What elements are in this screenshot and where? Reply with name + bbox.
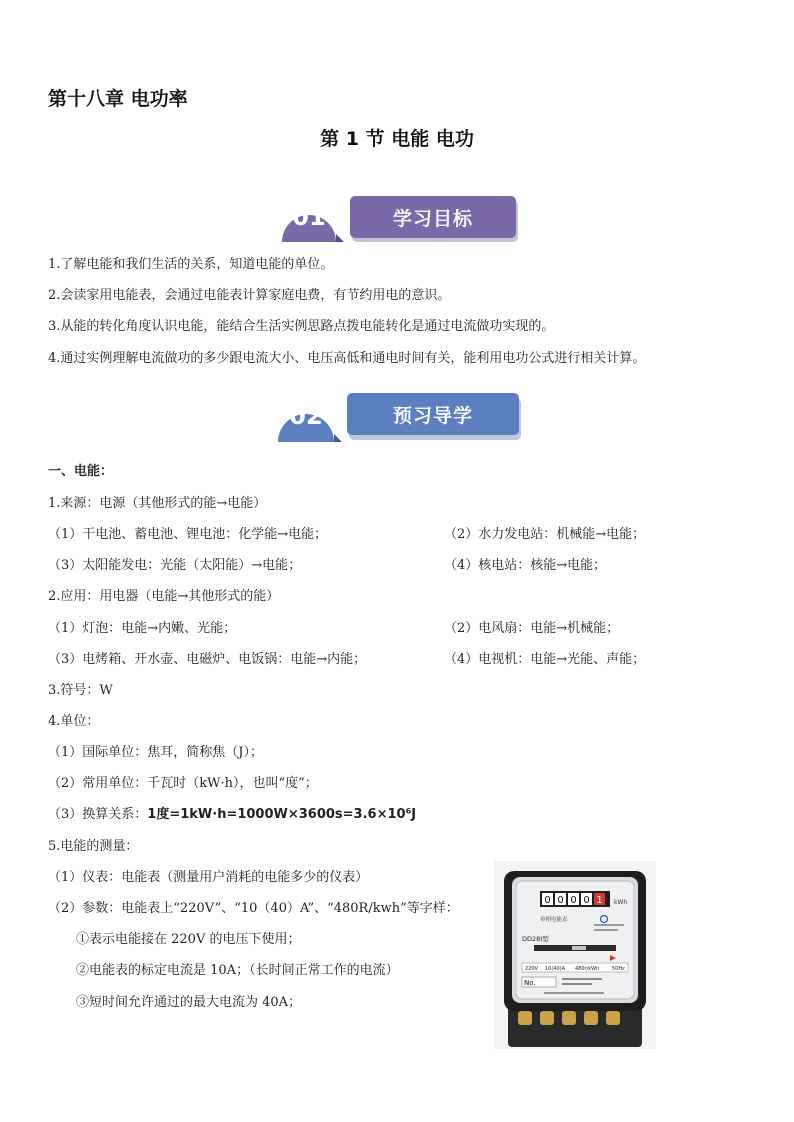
source-item-4: （4）核电站：核能→电能；	[444, 558, 607, 573]
banner-learning-goals	[278, 190, 520, 246]
banner-preview-guide	[274, 388, 524, 446]
meter-digit: 1	[596, 895, 603, 906]
unit-international: （1）国际单位：焦耳，简称焦（J）；	[48, 745, 263, 760]
measure-title: 5.电能的测量：	[48, 839, 139, 854]
application-item-1: （1）灯泡：电能→内嫩、光能；	[48, 621, 237, 636]
unit-common: （2）常用单位：千瓦时（kW·h），也叫“度”；	[48, 776, 318, 791]
measure-parameters: （2）参数：电能表上“220V”、“10（40）A”、“480R/kwh”等字样：	[48, 901, 459, 916]
unit-conversion	[48, 807, 416, 823]
parameter-voltage: ①表示电能接在 220V 的电压下使用；	[76, 932, 301, 947]
banner-number: 02	[289, 402, 323, 430]
meter-model: DD28I型	[522, 935, 549, 943]
unit-conversion-formula: 1度=1kW·h=1000W×3600s=3.6×10⁶J	[147, 807, 417, 822]
application-item-3: （3）电烤箱、开水壶、电磁炉、电饭锅：电能→内能；	[48, 652, 367, 667]
meter-rating: 220V	[525, 966, 538, 972]
unit-title: 4.单位：	[48, 714, 100, 729]
parameter-rated-current: ②电能表的标定电流是 10A；（长时间正常工作的电流）	[76, 963, 399, 978]
meter-digit: 0	[544, 895, 551, 906]
source-item-3: （3）太阳能发电：光能（太阳能）→电能；	[48, 558, 302, 573]
banner-label: 预习导学	[392, 405, 473, 427]
section-title: 第 1 节 电能 电功	[320, 128, 474, 150]
chapter-title: 第十八章 电功率	[48, 88, 188, 110]
meter-digit: 0	[570, 895, 577, 906]
meter-rating: 10(40)A	[545, 966, 566, 972]
application-title: 2.应用：用电器（电能→其他形式的能）	[48, 589, 280, 604]
measure-instrument: （1）仪表：电能表（测量用户消耗的电能多少的仪表）	[48, 870, 369, 885]
application-item-4: （4）电视机：电能→光能、声能；	[444, 652, 646, 667]
meter-name: 单相电能表	[540, 917, 568, 923]
symbol-line: 3.符号：W	[48, 683, 113, 698]
meter-digit: 0	[583, 895, 590, 906]
objective-2: 2.会读家用电能表，会通过电能表计算家庭电费，有节约用电的意识。	[48, 288, 451, 303]
objective-4: 4.通过实例理解电流做功的多少跟电流大小、电压高低和通电时间有关，能利用电功公式进行相关计算。	[48, 351, 646, 366]
meter-rating: 480r/kWh	[575, 966, 600, 972]
banner-number: 01	[292, 203, 326, 231]
meter-serial-label: No.	[524, 979, 536, 987]
electric-meter-image	[494, 861, 656, 1049]
banner-label: 学习目标	[392, 208, 473, 230]
objective-3: 3.从能的转化角度认识电能，能结合生活实例思路点拨电能转化是通过电流做功实现的。	[48, 319, 555, 334]
parameter-max-current: ③短时间允许通过的最大电流为 40A；	[76, 995, 302, 1010]
meter-unit: kWh	[614, 899, 628, 906]
content-heading: 一、电能：	[48, 464, 114, 479]
application-item-2: （2）电风扇：电能→机械能；	[444, 621, 620, 636]
source-item-1: （1）干电池、蓄电池、锂电池：化学能→电能；	[48, 527, 328, 542]
source-item-2: （2）水力发电站：机械能→电能；	[444, 527, 646, 542]
meter-rating: 50Hz	[612, 966, 625, 972]
meter-drawing	[494, 861, 656, 1049]
objective-1: 1.了解电能和我们生活的关系，知道电能的单位。	[48, 257, 334, 272]
unit-conversion-label: （3）换算关系：	[48, 807, 148, 822]
meter-digit: 0	[557, 895, 564, 906]
source-title: 1.来源：电源（其他形式的能→电能）	[48, 496, 267, 511]
